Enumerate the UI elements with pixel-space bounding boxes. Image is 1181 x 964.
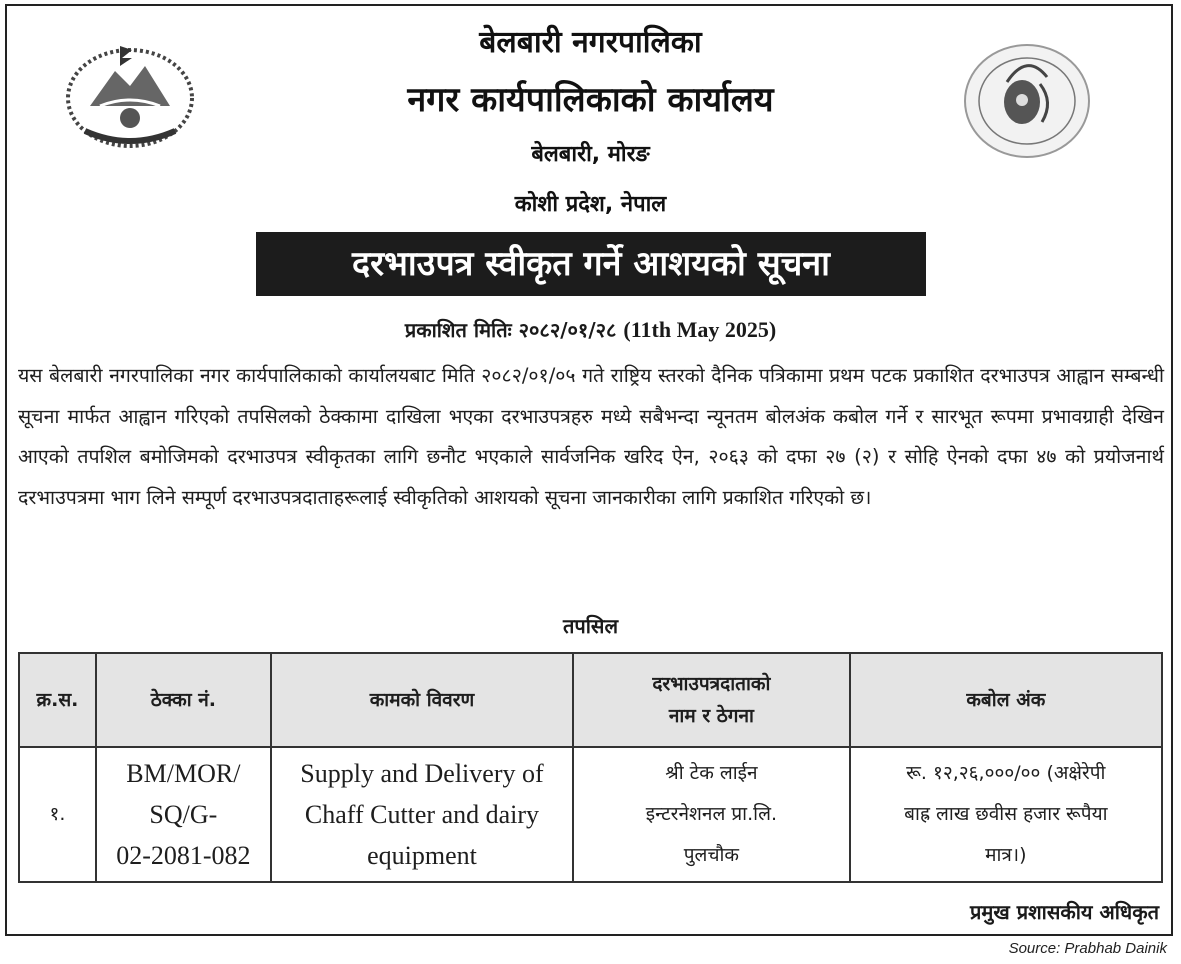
published-date-english: (11th May 2025) <box>623 317 777 342</box>
col-header-bid-amount: कबोल अंक <box>850 653 1162 747</box>
office-name: नगर कार्यपालिकाको कार्यालय <box>407 80 774 120</box>
published-date <box>0 316 1181 343</box>
municipality-name: बेलबारी नगरपालिका <box>479 25 702 60</box>
col-header-bidder <box>573 653 850 747</box>
published-date-label: प्रकाशित मितिः २०८२/०१/२८ <box>404 318 617 342</box>
col-header-bidder-l2: नाम र ठेगना <box>668 705 754 727</box>
notice-body: यस बेलबारी नगरपालिका नगर कार्यपालिकाको कार्यालयबाट मिति २०८२/०१/०५ गते राष्ट्रिय स्तरको दैनिक पत्रिकामा प्रथम पटक प्रकाशित दरभाउपत्र आह्वान सम्बन्धी सूचना मार्फत आह्वान गरिएको तपसिलको ठेक्कामा दाखिला भएका दरभाउपत्रहरु मध्ये सबैभन्दा न्यूनतम बोलअंक कबोल गर्ने र सारभूत रूपमा प्रभावग्राही देखिन आएको तपशिल बमोजिमको दरभाउपत्र स्वीकृतका लागि छनौट भएकाले सार्वजनिक खरिद ऐन, २०६३ को दफा २७ (२) र सोहि ऐनको दफा ४७ को प्रयोजनार्थ दरभाउपत्रमा भाग लिने सम्पूर्ण दरभाउपत्रदाताहरूलाई स्वीकृतिको आशयको सूचना जानकारीका लागि प्रकाशित गरिएको छ। <box>18 364 1164 509</box>
cell-bidder <box>573 747 850 882</box>
cell-description <box>271 747 573 882</box>
amount-line: मात्र।) <box>985 844 1027 866</box>
source-credit: Source: Prabhab Dainik <box>1008 940 1167 957</box>
signatory-title: प्रमुख प्रशासकीय अधिकृत <box>970 900 1159 924</box>
bidder-line: पुलचौक <box>683 844 740 866</box>
table-header-row <box>19 653 1162 747</box>
office-location: बेलबारी, मोरङ <box>531 142 650 167</box>
col-header-sn: क्र.स. <box>19 653 96 747</box>
contract-no-line: 02-2081-082 <box>116 841 251 870</box>
col-header-bidder-l1: दरभाउपत्रदाताको <box>652 673 771 695</box>
notice-title-banner: दरभाउपत्र स्वीकृत गर्ने आशयको सूचना <box>256 232 926 296</box>
description-line: Chaff Cutter and dairy <box>304 800 540 829</box>
cell-contract-no <box>96 747 271 882</box>
col-header-description: कामको विवरण <box>271 653 573 747</box>
description-line: equipment <box>367 841 477 870</box>
contract-no-line: SQ/G- <box>149 800 218 829</box>
schedule-heading: तपसिल <box>562 614 619 638</box>
cell-bid-amount <box>850 747 1162 882</box>
amount-line: बाह्र लाख छवीस हजार रूपैया <box>904 803 1108 825</box>
bidder-line: श्री टेक लाईन <box>665 762 758 784</box>
bid-table <box>18 652 1163 883</box>
province-country: कोशी प्रदेश, नेपाल <box>514 192 667 217</box>
description-line: Supply and Delivery of <box>300 759 544 788</box>
bidder-line: इन्टरनेशनल प्रा.लि. <box>645 803 777 825</box>
amount-line: रू. १२,२६,०००/०० (अक्षेरेपी <box>906 762 1106 784</box>
cell-sn: १. <box>19 747 96 882</box>
contract-no-line: BM/MOR/ <box>126 759 241 788</box>
table-row <box>19 747 1162 882</box>
col-header-contract-no: ठेक्का नं. <box>96 653 271 747</box>
